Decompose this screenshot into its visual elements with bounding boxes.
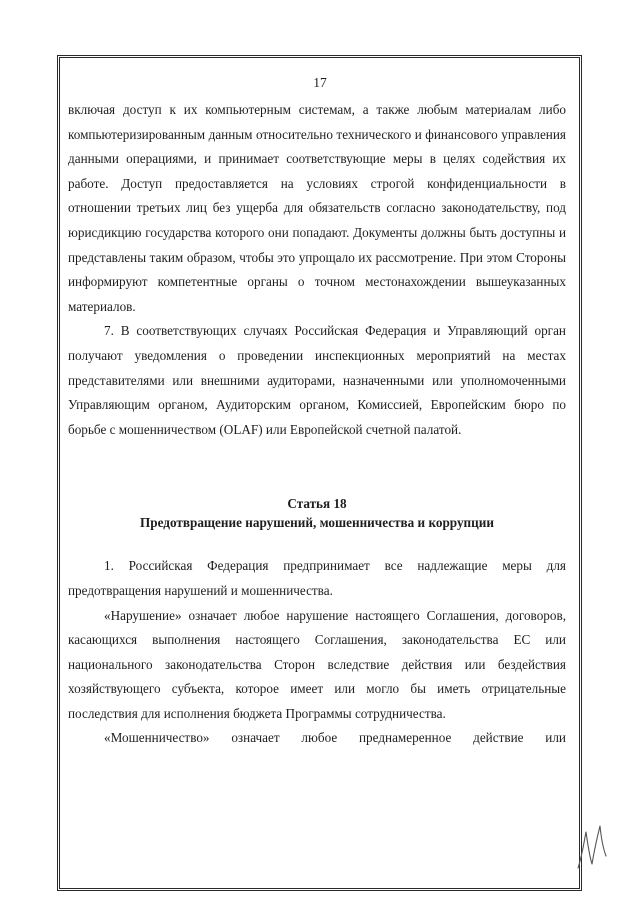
paragraph-item-1: 1. Российская Федерация предпринимает все надлежащие меры для предотвращения нарушений и мошенничества.	[68, 558, 566, 598]
paragraph-violation-definition: «Нарушение» означает любое нарушение настоящего Соглашения, договоров, касающихся выполнения настоящего Соглашения, законодательства ЕС или национального законодательства Сторон вследствие действия или бездействия хозяйствующего субъекта, которое имеет или могло бы иметь отрицательные последствия для исполнения бюджета Программы сотрудничества.	[68, 607, 566, 721]
paragraph-access-materials: включая доступ к их компьютерным системам, а также любым материалам либо компьютеризированным данным относительно технического и финансового управления данными операциями, и принимает соответствующие меры в целях содействия их работе. Доступ предоставляется на условиях строгой конфиденциальности в отношении третьих лиц без ущерба для обязательств согласно законодательству, под юрисдикцию государства которого они попадают. Документы должны быть доступны и представлены таким образом, чтобы это упрощало их рассмотрение. При этом Стороны информируют компетентные органы о точном местонахождении вышеуказанных материалов.	[68, 102, 566, 314]
article-heading	[68, 494, 566, 532]
page-number: 17	[313, 75, 327, 90]
article-number: Статья 18	[287, 496, 347, 512]
handwritten-initials	[572, 812, 612, 872]
paragraph-fraud-definition: «Мошенничество» означает любое преднамеренное действие или	[104, 730, 566, 746]
article-title: Предотвращение нарушений, мошенничества и коррупции	[140, 515, 494, 531]
paragraph-item-7: 7. В соответствующих случаях Российская Федерация и Управляющий орган получают уведомления о проведении инспекционных мероприятий на местах представителями или внешними аудиторами, назначенными или уполномоченными Управляющим органом, Аудиторским органом, Комиссией, Европейским бюро по борьбе с мошенничеством (OLAF) или Европейской счетной палатой.	[68, 323, 566, 437]
document-body	[68, 98, 566, 751]
